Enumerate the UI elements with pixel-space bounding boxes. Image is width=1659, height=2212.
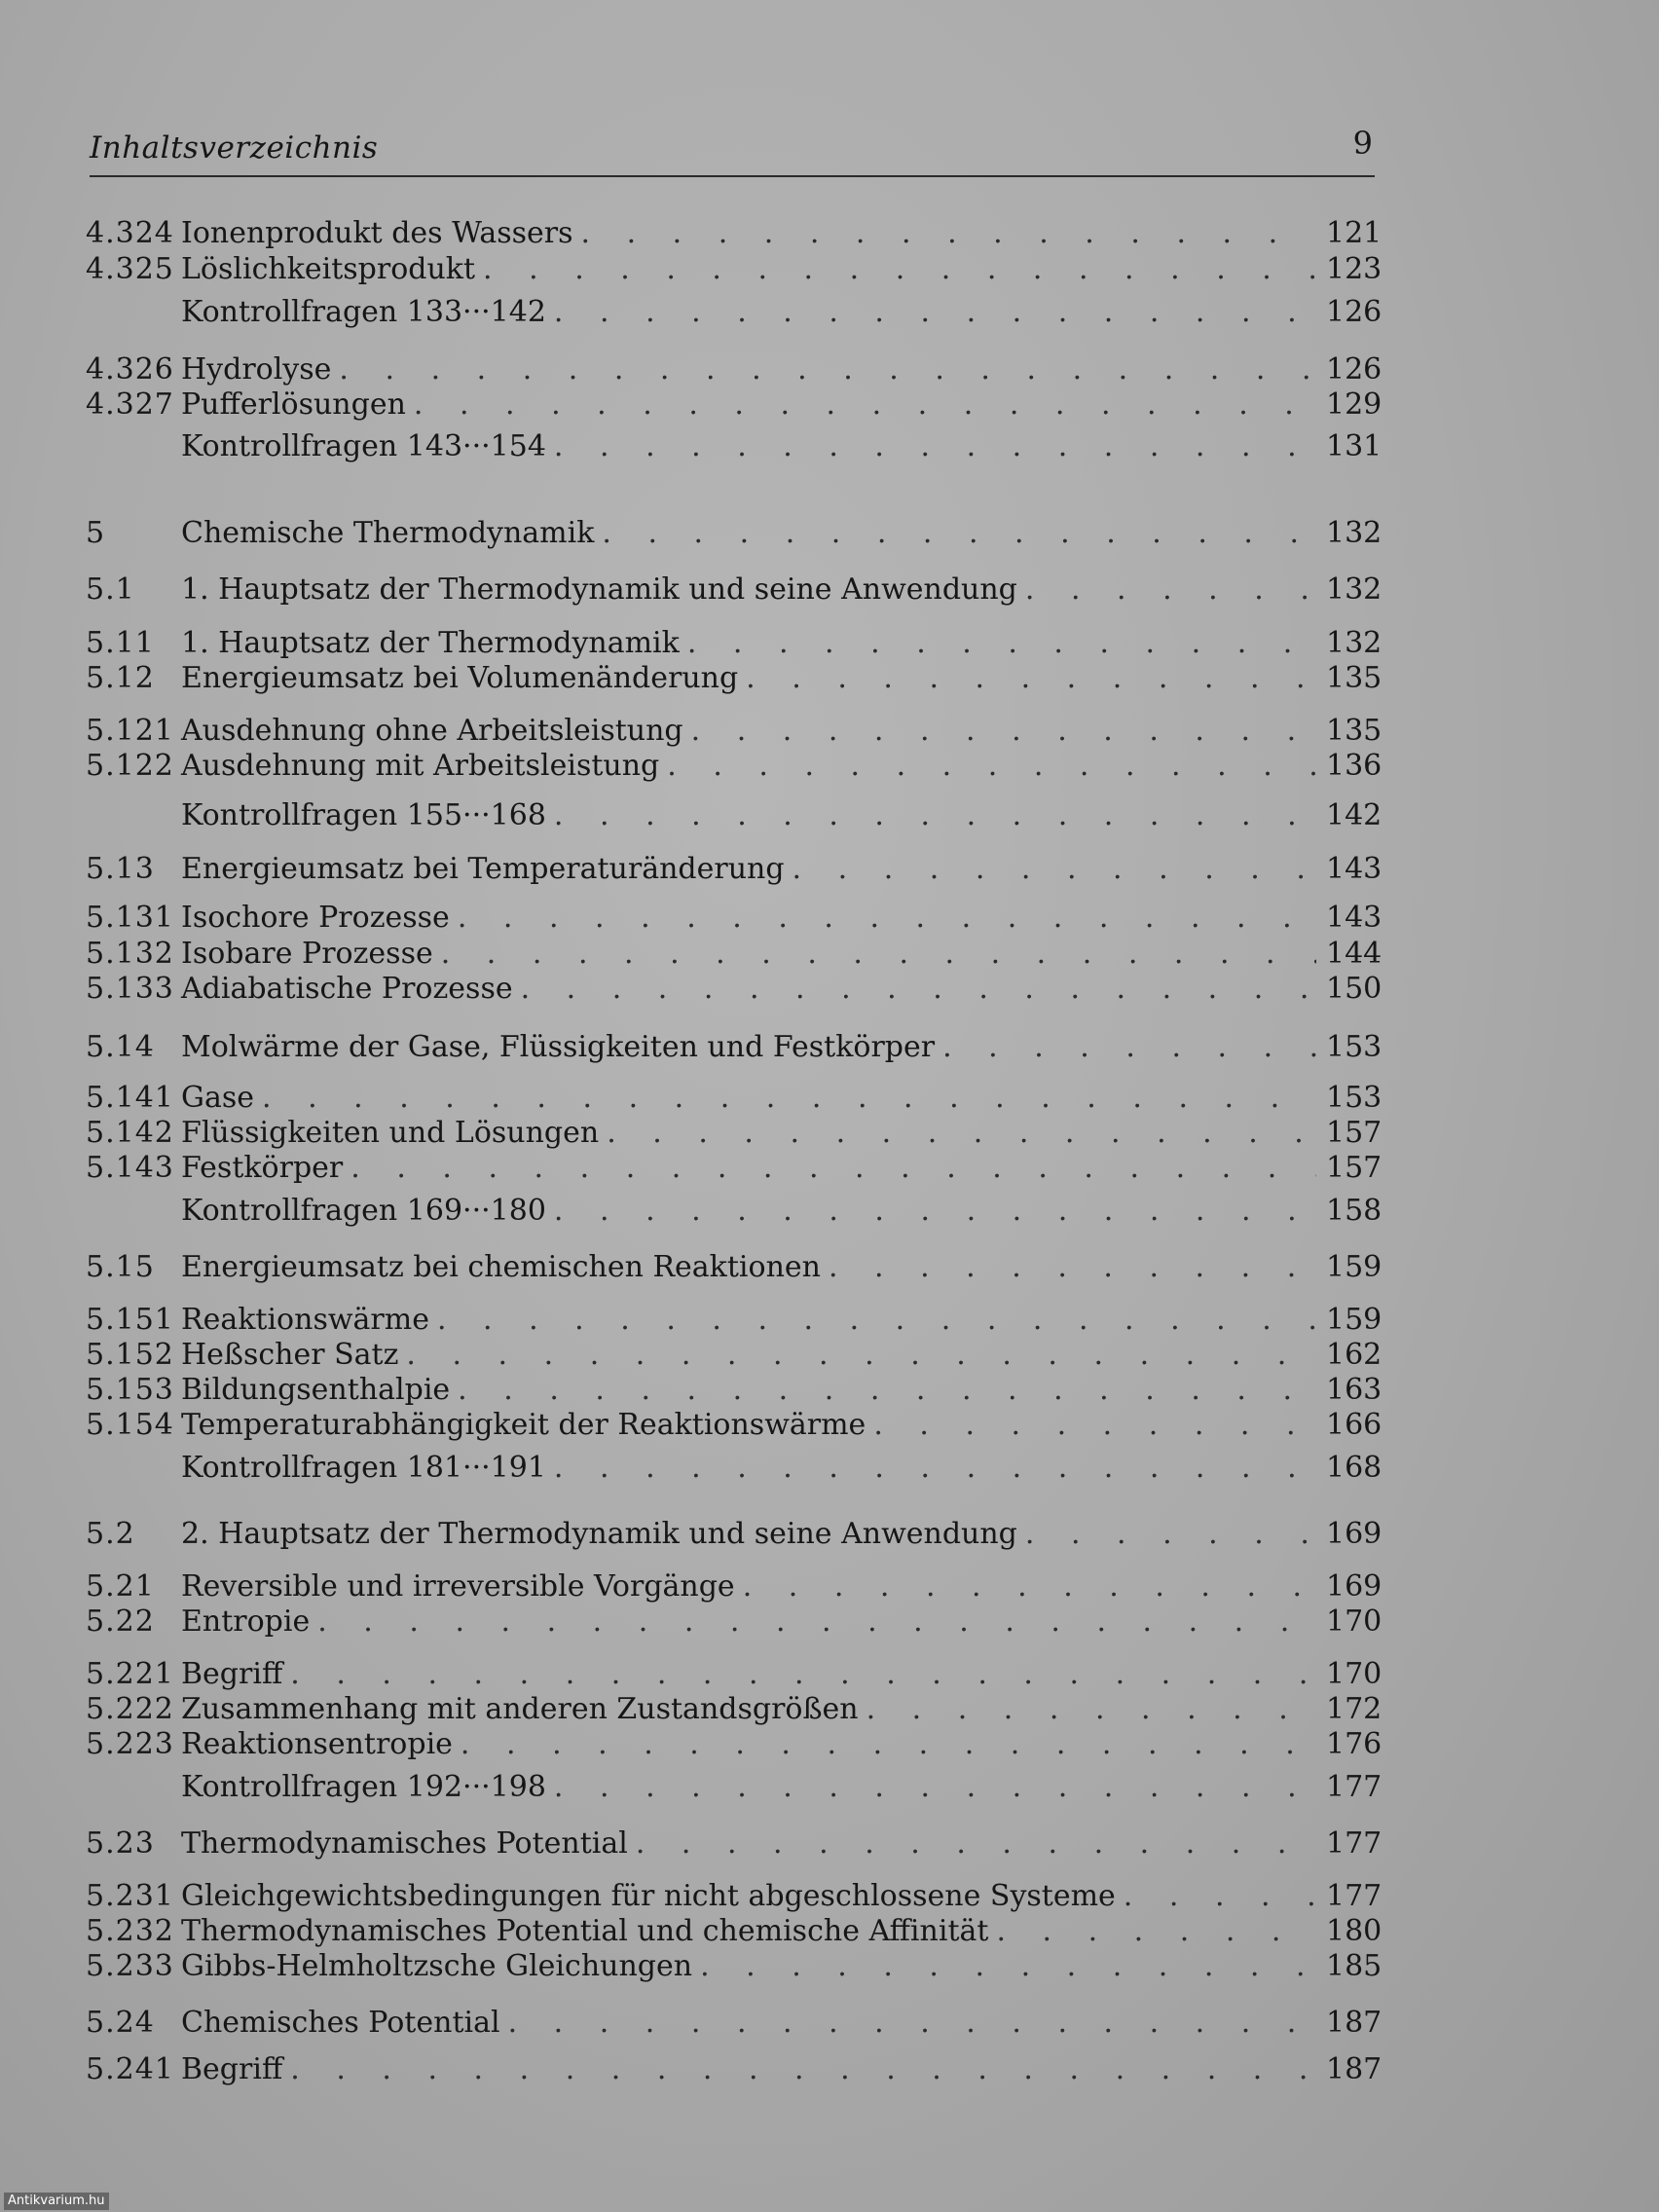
toc-entry bbox=[86, 1914, 1381, 1949]
page-reference: 126 bbox=[1326, 295, 1382, 329]
entry-line bbox=[181, 1194, 1381, 1229]
toc-entry bbox=[86, 1770, 1381, 1805]
entry-line bbox=[181, 798, 1381, 833]
dot-leader bbox=[458, 1373, 1316, 1408]
dot-leader bbox=[339, 352, 1316, 387]
dot-leader bbox=[1025, 1517, 1316, 1552]
toc-entry bbox=[86, 1194, 1381, 1229]
section-number: 5.141 bbox=[86, 1081, 174, 1115]
section-title: Zusammenhang mit anderen Zustandsgrößen bbox=[181, 1692, 859, 1726]
section-title: Ausdehnung mit Arbeitsleistung bbox=[181, 749, 660, 783]
entry-line bbox=[181, 1338, 1381, 1373]
page-reference: 157 bbox=[1326, 1151, 1382, 1185]
toc-entry bbox=[86, 1604, 1381, 1640]
section-title: 1. Hauptsatz der Thermodynamik bbox=[181, 626, 680, 660]
section-number: 5.151 bbox=[86, 1303, 174, 1337]
section-title: Ionenprodukt des Wassers bbox=[181, 216, 573, 250]
entry-line bbox=[181, 1826, 1381, 1862]
entry-line bbox=[181, 1569, 1381, 1604]
entry-line bbox=[181, 661, 1381, 696]
section-title: Isobare Prozesse bbox=[181, 937, 433, 971]
toc-entry bbox=[86, 1517, 1381, 1552]
dot-leader bbox=[554, 1451, 1316, 1486]
toc-entry bbox=[86, 1879, 1381, 1914]
section-number: 5.11 bbox=[86, 626, 155, 660]
section-number: 5.232 bbox=[86, 1914, 174, 1948]
section-number: 5.122 bbox=[86, 749, 174, 783]
entry-line bbox=[181, 626, 1381, 661]
dot-leader bbox=[437, 1303, 1316, 1338]
dot-leader bbox=[1124, 1879, 1316, 1914]
toc-entry bbox=[86, 1151, 1381, 1186]
section-title: Energieumsatz bei Volumenänderung bbox=[181, 661, 739, 695]
page-reference: 135 bbox=[1326, 714, 1382, 748]
dot-leader bbox=[667, 749, 1316, 784]
section-number: 5.132 bbox=[86, 937, 174, 971]
dot-leader bbox=[1025, 572, 1316, 608]
section-number: 5.2 bbox=[86, 1517, 135, 1551]
page-reference: 162 bbox=[1326, 1338, 1382, 1372]
section-title: Kontrollfragen 133···142 bbox=[181, 295, 546, 329]
watermark: Antikvarium.hu bbox=[4, 2193, 109, 2210]
page-reference: 169 bbox=[1326, 1569, 1382, 1604]
dot-leader bbox=[290, 1657, 1316, 1692]
entry-line bbox=[181, 516, 1381, 551]
dot-leader bbox=[554, 1194, 1316, 1229]
section-number: 5.153 bbox=[86, 1373, 174, 1407]
entry-line bbox=[181, 852, 1381, 887]
entry-line bbox=[181, 1517, 1381, 1552]
section-number: 5.24 bbox=[86, 2006, 155, 2040]
section-title: Entropie bbox=[181, 1604, 311, 1639]
entry-line bbox=[181, 1451, 1381, 1486]
entry-line bbox=[181, 1303, 1381, 1338]
toc-entry bbox=[86, 429, 1381, 464]
dot-leader bbox=[687, 626, 1316, 661]
dot-leader bbox=[602, 516, 1316, 551]
section-number: 5.221 bbox=[86, 1657, 174, 1691]
toc-entry bbox=[86, 937, 1381, 972]
section-title: Energieumsatz bei chemischen Reaktionen bbox=[181, 1250, 821, 1284]
entry-line bbox=[181, 295, 1381, 330]
toc-entry bbox=[86, 749, 1381, 784]
page-reference: 142 bbox=[1326, 798, 1382, 832]
entry-line bbox=[181, 1373, 1381, 1408]
toc-entry bbox=[86, 1030, 1381, 1065]
toc-entry bbox=[86, 1657, 1381, 1692]
entry-line bbox=[181, 1879, 1381, 1914]
section-title: Molwärme der Gase, Flüssigkeiten und Festkörper bbox=[181, 1030, 936, 1064]
toc-entry bbox=[86, 1451, 1381, 1486]
dot-leader bbox=[521, 972, 1316, 1007]
section-title: 1. Hauptsatz der Thermodynamik und seine Anwendung bbox=[181, 572, 1017, 607]
dot-leader bbox=[262, 1081, 1316, 1116]
toc-entry bbox=[86, 252, 1381, 287]
page-reference: 176 bbox=[1326, 1727, 1382, 1761]
section-number: 5.143 bbox=[86, 1151, 174, 1185]
page-reference: 132 bbox=[1326, 572, 1382, 607]
entry-line bbox=[181, 429, 1381, 464]
toc-entry bbox=[86, 216, 1381, 251]
dot-leader bbox=[441, 937, 1316, 972]
section-number: 5.133 bbox=[86, 972, 174, 1006]
toc-entry bbox=[86, 1727, 1381, 1762]
page-reference: 135 bbox=[1326, 661, 1382, 695]
toc-entry bbox=[86, 516, 1381, 551]
dot-leader bbox=[793, 852, 1316, 887]
section-title: Löslichkeitsprodukt bbox=[181, 252, 476, 286]
section-title: Gleichgewichtsbedingungen für nicht abgeschlossene Systeme bbox=[181, 1879, 1116, 1913]
entry-line bbox=[181, 1116, 1381, 1151]
section-number: 4.326 bbox=[86, 352, 174, 387]
section-title: Reaktionswärme bbox=[181, 1303, 429, 1337]
toc-entry bbox=[86, 352, 1381, 387]
dot-leader bbox=[554, 429, 1316, 464]
toc-entry bbox=[86, 798, 1381, 833]
page-reference: 168 bbox=[1326, 1451, 1382, 1485]
toc-entry bbox=[86, 901, 1381, 936]
toc-entry bbox=[86, 1373, 1381, 1408]
toc-entry bbox=[86, 1569, 1381, 1604]
section-title: Kontrollfragen 181···191 bbox=[181, 1451, 546, 1485]
entry-line bbox=[181, 749, 1381, 784]
section-number: 5.1 bbox=[86, 572, 135, 607]
toc-entry bbox=[86, 1081, 1381, 1116]
entry-line bbox=[181, 1657, 1381, 1692]
entry-line bbox=[181, 972, 1381, 1007]
section-title: Kontrollfragen 155···168 bbox=[181, 798, 546, 832]
section-title: Isochore Prozesse bbox=[181, 901, 450, 935]
section-title: Energieumsatz bei Temperaturänderung bbox=[181, 852, 785, 886]
entry-line bbox=[181, 2006, 1381, 2041]
page-reference: 126 bbox=[1326, 352, 1382, 387]
entry-line bbox=[181, 1151, 1381, 1186]
dot-leader bbox=[873, 1408, 1316, 1443]
section-number: 5.152 bbox=[86, 1338, 174, 1372]
dot-leader bbox=[743, 1569, 1316, 1604]
dot-leader bbox=[290, 2052, 1316, 2087]
toc-entry bbox=[86, 1116, 1381, 1151]
page-reference: 180 bbox=[1326, 1914, 1382, 1948]
dot-leader bbox=[607, 1116, 1316, 1151]
dot-leader bbox=[700, 1949, 1316, 1984]
section-title: Festkörper bbox=[181, 1151, 344, 1185]
dot-leader bbox=[554, 295, 1316, 330]
dot-leader bbox=[942, 1030, 1316, 1065]
toc-entry bbox=[86, 1250, 1381, 1285]
dot-leader bbox=[554, 1770, 1316, 1805]
entry-line bbox=[181, 1914, 1381, 1949]
dot-leader bbox=[996, 1914, 1316, 1949]
toc-entry bbox=[86, 1949, 1381, 1984]
page-reference: 129 bbox=[1326, 387, 1382, 422]
toc-entry bbox=[86, 387, 1381, 423]
section-number: 5.13 bbox=[86, 852, 155, 886]
dot-leader bbox=[554, 798, 1316, 833]
section-number: 5.23 bbox=[86, 1826, 155, 1861]
entry-line bbox=[181, 252, 1381, 287]
page-reference: 123 bbox=[1326, 252, 1382, 286]
section-title: Kontrollfragen 192···198 bbox=[181, 1770, 546, 1804]
dot-leader bbox=[691, 714, 1316, 749]
section-title: Pufferlösungen bbox=[181, 387, 406, 422]
dot-leader bbox=[483, 252, 1316, 287]
entry-line bbox=[181, 1727, 1381, 1762]
section-title: Begriff bbox=[181, 1657, 283, 1691]
dot-leader bbox=[406, 1338, 1316, 1373]
page-reference: 153 bbox=[1326, 1081, 1382, 1115]
section-title: Kontrollfragen 169···180 bbox=[181, 1194, 546, 1228]
section-title: Hydrolyse bbox=[181, 352, 332, 387]
page-reference: 121 bbox=[1326, 216, 1382, 250]
dot-leader bbox=[746, 661, 1316, 696]
entry-line bbox=[181, 572, 1381, 608]
section-number: 5 bbox=[86, 516, 106, 550]
toc-entry bbox=[86, 972, 1381, 1007]
section-number: 5.142 bbox=[86, 1116, 174, 1150]
section-title: Thermodynamisches Potential bbox=[181, 1826, 628, 1861]
section-title: Chemisches Potential bbox=[181, 2006, 500, 2040]
page-reference: 150 bbox=[1326, 972, 1382, 1006]
section-title: Bildungsenthalpie bbox=[181, 1373, 451, 1407]
dot-leader bbox=[317, 1604, 1316, 1640]
toc-entry bbox=[86, 1338, 1381, 1373]
section-title: Thermodynamisches Potential und chemische Affinität bbox=[181, 1914, 989, 1948]
header-title: Inhaltsverzeichnis bbox=[90, 130, 379, 166]
section-title: Chemische Thermodynamik bbox=[181, 516, 595, 550]
section-number: 5.12 bbox=[86, 661, 155, 695]
dot-leader bbox=[461, 1727, 1316, 1762]
page-reference: 166 bbox=[1326, 1408, 1382, 1442]
page-reference: 170 bbox=[1326, 1604, 1382, 1639]
page-reference: 177 bbox=[1326, 1879, 1382, 1913]
page-reference: 131 bbox=[1326, 429, 1382, 463]
entry-line bbox=[181, 387, 1381, 423]
dot-leader bbox=[508, 2006, 1316, 2041]
section-title: Gase bbox=[181, 1081, 254, 1115]
page-reference: 143 bbox=[1326, 901, 1382, 935]
section-title: Heßscher Satz bbox=[181, 1338, 399, 1372]
section-title: Ausdehnung ohne Arbeitsleistung bbox=[181, 714, 683, 748]
section-number: 4.325 bbox=[86, 252, 174, 286]
toc-entry bbox=[86, 714, 1381, 749]
dot-leader bbox=[829, 1250, 1316, 1285]
toc-entry bbox=[86, 626, 1381, 661]
page-reference: 143 bbox=[1326, 852, 1382, 886]
dot-leader bbox=[458, 901, 1316, 936]
page-reference: 157 bbox=[1326, 1116, 1382, 1150]
section-number: 5.121 bbox=[86, 714, 174, 748]
section-title: Flüssigkeiten und Lösungen bbox=[181, 1116, 600, 1150]
page-reference: 136 bbox=[1326, 749, 1382, 783]
toc-entry bbox=[86, 2006, 1381, 2041]
page-reference: 153 bbox=[1326, 1030, 1382, 1064]
toc-entry bbox=[86, 1826, 1381, 1862]
page-reference: 187 bbox=[1326, 2006, 1382, 2040]
page-reference: 159 bbox=[1326, 1250, 1382, 1284]
header-page-number: 9 bbox=[1352, 125, 1373, 162]
section-number: 5.223 bbox=[86, 1727, 174, 1761]
section-title: Adiabatische Prozesse bbox=[181, 972, 513, 1006]
section-number: 5.15 bbox=[86, 1250, 155, 1284]
section-title: Gibbs-Helmholtzsche Gleichungen bbox=[181, 1949, 693, 1983]
section-number: 5.233 bbox=[86, 1949, 174, 1983]
page-reference: 159 bbox=[1326, 1303, 1382, 1337]
entry-line bbox=[181, 714, 1381, 749]
dot-leader bbox=[581, 216, 1317, 251]
toc-entry bbox=[86, 852, 1381, 887]
toc-entry bbox=[86, 572, 1381, 608]
entry-line bbox=[181, 1081, 1381, 1116]
dot-leader bbox=[350, 1151, 1316, 1186]
page-reference: 172 bbox=[1326, 1692, 1382, 1726]
section-number: 5.21 bbox=[86, 1569, 155, 1604]
entry-line bbox=[181, 937, 1381, 972]
entry-line bbox=[181, 2052, 1381, 2087]
section-number: 5.222 bbox=[86, 1692, 174, 1726]
toc-entry bbox=[86, 661, 1381, 696]
entry-line bbox=[181, 352, 1381, 387]
page-reference: 185 bbox=[1326, 1949, 1382, 1983]
page-reference: 177 bbox=[1326, 1826, 1382, 1861]
entry-line bbox=[181, 1949, 1381, 1984]
page-reference: 132 bbox=[1326, 516, 1382, 550]
entry-line bbox=[181, 1408, 1381, 1443]
entry-line bbox=[181, 216, 1381, 251]
page-reference: 144 bbox=[1326, 937, 1382, 971]
section-number: 5.231 bbox=[86, 1879, 174, 1913]
toc-entry bbox=[86, 2052, 1381, 2087]
section-title: Begriff bbox=[181, 2052, 283, 2086]
entry-line bbox=[181, 1604, 1381, 1640]
page-reference: 169 bbox=[1326, 1517, 1382, 1551]
page-reference: 187 bbox=[1326, 2052, 1382, 2086]
dot-leader bbox=[636, 1826, 1316, 1862]
entry-line bbox=[181, 1250, 1381, 1285]
entry-line bbox=[181, 1770, 1381, 1805]
dot-leader bbox=[866, 1692, 1316, 1727]
section-title: Temperaturabhängigkeit der Reaktionswärme bbox=[181, 1408, 866, 1442]
section-number: 5.14 bbox=[86, 1030, 155, 1064]
section-title: 2. Hauptsatz der Thermodynamik und seine Anwendung bbox=[181, 1517, 1017, 1551]
entry-line bbox=[181, 901, 1381, 936]
toc-entry bbox=[86, 295, 1381, 330]
section-number: 5.22 bbox=[86, 1604, 155, 1639]
toc-entry bbox=[86, 1692, 1381, 1727]
toc-entry bbox=[86, 1303, 1381, 1338]
section-number: 4.324 bbox=[86, 216, 174, 250]
section-title: Reversible und irreversible Vorgänge bbox=[181, 1569, 735, 1604]
section-number: 5.241 bbox=[86, 2052, 174, 2086]
page-reference: 163 bbox=[1326, 1373, 1382, 1407]
entry-line bbox=[181, 1030, 1381, 1065]
page-reference: 158 bbox=[1326, 1194, 1382, 1228]
toc-entry bbox=[86, 1408, 1381, 1443]
page-reference: 170 bbox=[1326, 1657, 1382, 1691]
page-reference: 132 bbox=[1326, 626, 1382, 660]
section-title: Reaktionsentropie bbox=[181, 1727, 453, 1761]
entry-line bbox=[181, 1692, 1381, 1727]
section-number: 5.154 bbox=[86, 1408, 174, 1442]
section-number: 5.131 bbox=[86, 901, 174, 935]
section-number: 4.327 bbox=[86, 387, 174, 422]
dot-leader bbox=[414, 387, 1316, 423]
page-reference: 177 bbox=[1326, 1770, 1382, 1804]
section-title: Kontrollfragen 143···154 bbox=[181, 429, 546, 463]
